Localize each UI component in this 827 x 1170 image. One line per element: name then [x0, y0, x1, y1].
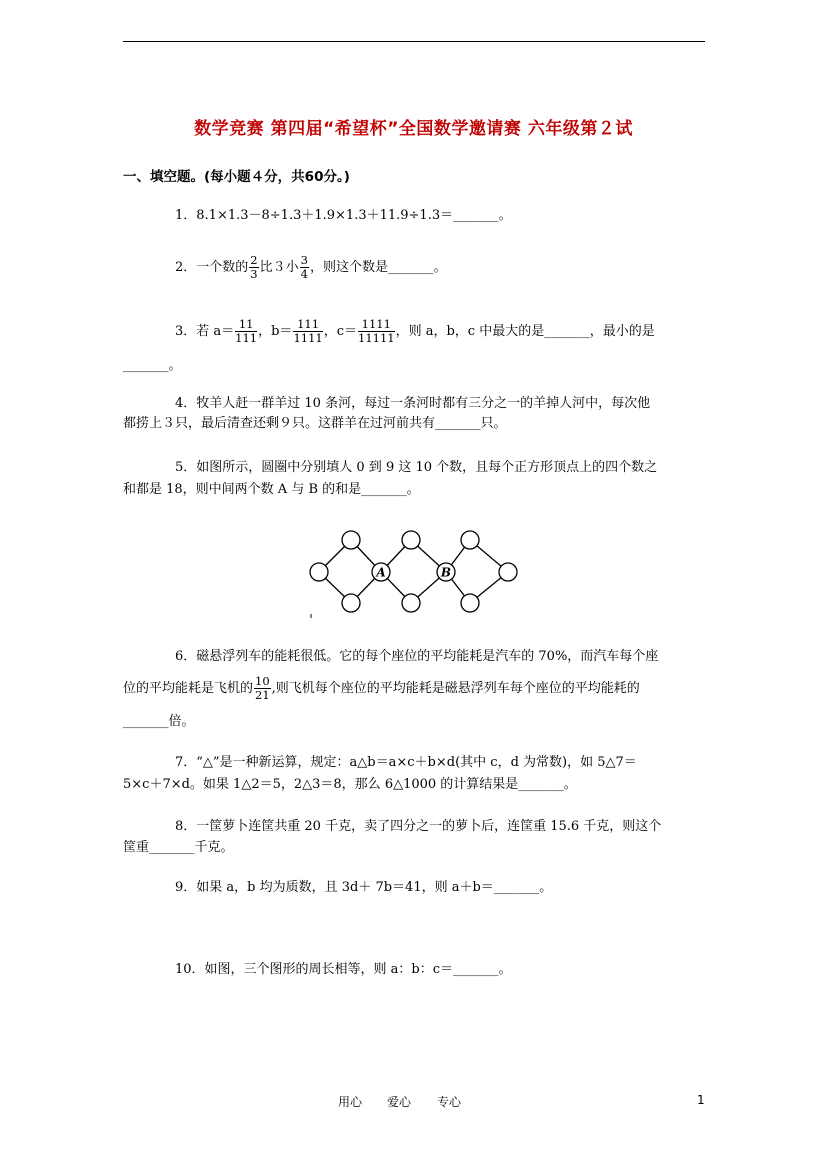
footer-middle: 爱心 — [387, 1095, 412, 1109]
question-9-text: 9．如果 a，b 均为质数，且 3d＋ 7b＝41，则 a＋b＝_______。 — [175, 880, 553, 895]
question-3-text-b: ，b＝ — [258, 324, 293, 339]
circle-node — [499, 563, 517, 581]
circle-node — [310, 563, 328, 581]
fraction-c — [358, 318, 395, 345]
question-6-end — [123, 708, 708, 735]
question-8-continued — [123, 834, 708, 861]
section-heading: 一、填空题。(每小题４分，共60分。) — [123, 169, 350, 185]
footer-left: 用心 — [338, 1095, 363, 1109]
fraction-3-4 — [300, 254, 309, 281]
question-7-line-1: 7．“△”是一种新运算，规定：a△b＝a×c＋b×d(其中 c，d 为常数)，如 5△7＝ — [175, 755, 637, 770]
page-title: 数学竞赛 第四届“希望杯”全国数学邀请赛 六年级第２试 — [194, 119, 633, 139]
question-3-continued — [123, 352, 708, 379]
question-8-line-2: 筐重_______千克。 — [123, 840, 234, 855]
fraction-numerator: 1111 — [358, 318, 395, 332]
fraction-numerator: 11 — [235, 318, 257, 332]
question-3-text-d: ，则 a，b，c 中最大的是_______，最小的是 — [395, 324, 655, 339]
question-10-text: 10．如图，三个图形的周长相等，则 a：b：c＝_______。 — [175, 962, 512, 977]
question-5-line-2: 和都是 18，则中间两个数 A 与 B 的和是_______。 — [123, 482, 420, 497]
question-7-continued — [123, 771, 708, 798]
question-4-line-2: 都捞上３只，最后清查还剩９只。这群羊在过河前共有_______只。 — [123, 416, 507, 431]
question-2-text-b: 比３小 — [259, 260, 299, 275]
question-2-text-a: 2．一个数的 — [175, 260, 249, 275]
fraction-denominator: 111 — [235, 331, 258, 345]
question-3-text-c: ，c＝ — [323, 324, 357, 339]
circle-node — [461, 594, 479, 612]
fraction-b — [293, 318, 322, 345]
circle-node — [402, 531, 420, 549]
fraction-denominator: 1111 — [293, 331, 323, 345]
circle-node — [342, 531, 360, 549]
question-3-text-e: _______。 — [123, 358, 182, 373]
question-5-continued — [123, 476, 708, 503]
fraction-denominator: 21 — [255, 688, 270, 702]
fraction-denominator: 11111 — [358, 331, 395, 345]
fraction-numerator: 2 — [250, 253, 258, 267]
label-b: B — [440, 565, 452, 580]
question-3 — [123, 318, 708, 345]
question-10 — [123, 956, 708, 983]
question-1 — [123, 202, 708, 229]
header-rule — [123, 41, 705, 42]
label-a: A — [376, 565, 386, 580]
fraction-a — [235, 318, 257, 345]
question-6-text-b: ,则飞机每个座位的平均能耗是磁悬浮列车每个座位的平均能耗的 — [271, 681, 640, 696]
question-3-text-a: 3．若 a＝ — [175, 324, 235, 339]
circle-square-diagram — [305, 528, 521, 620]
fraction-denominator: 4 — [300, 267, 308, 281]
question-6-line-3: _______倍。 — [123, 714, 195, 729]
circle-node — [402, 594, 420, 612]
fraction-numerator: 111 — [293, 318, 322, 332]
circle-node — [342, 594, 360, 612]
footer-right: 专心 — [437, 1095, 462, 1109]
fraction-denominator: 3 — [250, 267, 258, 281]
fraction-2-3 — [249, 254, 258, 281]
question-4-line-1: 4．牧羊人赶一群羊过 10 条河，每过一条河时都有三分之一的羊掉人河中，每次他 — [175, 396, 651, 411]
question-2 — [123, 254, 708, 281]
question-4-continued — [123, 410, 708, 437]
fraction-numerator: 3 — [300, 253, 308, 267]
fraction-10-21 — [254, 675, 271, 702]
page-number: 1 — [697, 1093, 705, 1107]
question-7-line-2: 5×c＋7×d。如果 1△2＝5，2△3＝8，那么 6△1000 的计算结果是_______。 — [123, 777, 577, 792]
question-9 — [123, 874, 708, 901]
fraction-numerator: 10 — [255, 674, 270, 688]
question-6 — [123, 643, 708, 670]
question-8-line-1: 8．一筐萝卜连筐共重 20 千克，卖了四分之一的萝卜后，连筐重 15.6 千克，则这个 — [175, 819, 662, 834]
question-2-text-c: ，则这个数是_______。 — [309, 260, 447, 275]
question-6-continued — [123, 675, 708, 702]
circle-node — [461, 531, 479, 549]
question-6-line-1: 6．磁悬浮列车的能耗很低。它的每个座位的平均能耗是汽车的 70%，而汽车每个座 — [175, 649, 659, 664]
question-6-text-a: 位的平均能耗是飞机的 — [123, 681, 254, 696]
question-1-text: 1．8.1×1.3－8÷1.3＋1.9×1.3＋11.9÷1.3＝_______。 — [175, 208, 512, 223]
question-5-line-1: 5．如图所示，圆圈中分别填人 0 到 9 这 10 个数，且每个正方形顶点上的四个数之 — [175, 460, 658, 475]
